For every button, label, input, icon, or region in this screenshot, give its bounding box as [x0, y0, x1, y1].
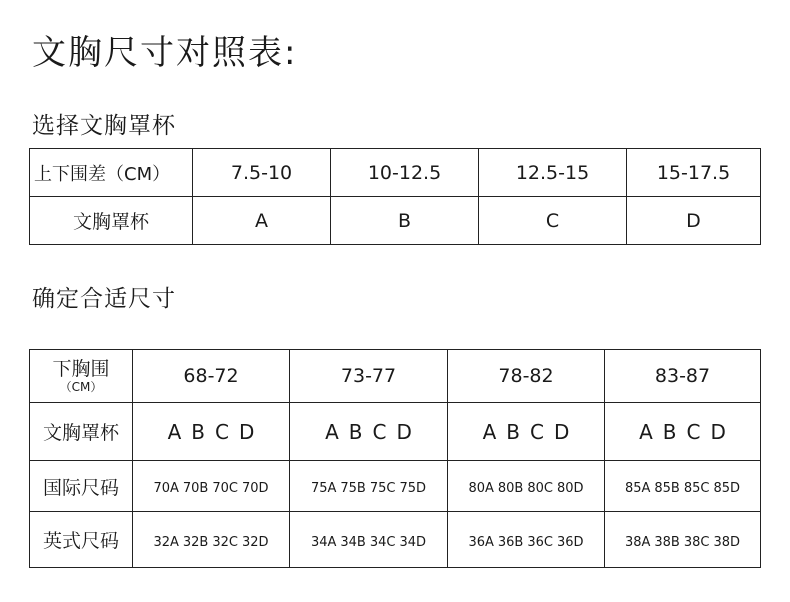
size-value: 75D [399, 481, 427, 496]
page-title: 文胸尺寸对照表: [32, 33, 298, 73]
size-value: 75A [310, 481, 337, 496]
size-value: 70D [241, 481, 269, 496]
cup-letter: B [348, 419, 363, 444]
cup-letter: D [396, 419, 412, 444]
underbust-label: 下胸围 [52, 358, 110, 380]
size-value: 34C [369, 534, 396, 550]
cup-letter: A [639, 419, 653, 444]
table-cell: A [193, 197, 331, 245]
size-value: 80B [497, 481, 524, 496]
size-value: 85C [683, 481, 710, 496]
cup-row-label: 文胸罩杯 [30, 403, 133, 461]
size-value: 36D [556, 534, 584, 550]
cup-letter: A [325, 419, 339, 444]
bust-difference-label: 上下围差（CM） [30, 149, 193, 197]
size-value: 36B [497, 534, 524, 550]
cup-letter: C [530, 419, 544, 444]
size-group [448, 461, 605, 512]
size-group [448, 512, 605, 568]
intl-size-label: 国际尺码 [30, 461, 133, 512]
size-value: 70A [153, 481, 179, 496]
size-value: 38B [654, 534, 680, 550]
cup-group [448, 403, 605, 461]
cup-letter: C [372, 419, 387, 444]
size-value: 70C [212, 481, 238, 496]
size-value: 75B [340, 481, 366, 496]
size-value: 36C [527, 534, 553, 550]
table-cell: 10-12.5 [331, 149, 479, 197]
size-value: 32D [241, 534, 269, 550]
size-value: 85D [713, 481, 741, 496]
table-row [30, 512, 761, 568]
size-value: 34D [399, 534, 427, 550]
size-value: 85B [654, 481, 680, 496]
cup-letter: A [167, 419, 182, 444]
size-value: 80D [556, 481, 584, 496]
size-group [133, 461, 290, 512]
size-group [290, 512, 448, 568]
underbust-unit: （CM） [59, 380, 103, 394]
cup-letter: C [686, 419, 701, 444]
uk-size-label: 英式尺码 [30, 512, 133, 568]
table-cell: 12.5-15 [479, 149, 627, 197]
size-value: 85A [624, 481, 651, 496]
size-value: 34B [340, 534, 366, 550]
underbust-range: 78-82 [448, 350, 605, 403]
cup-letter: D [238, 419, 255, 444]
table-cell: B [331, 197, 479, 245]
cup-section-heading: 选择文胸罩杯 [32, 113, 176, 139]
size-value: 32A [153, 534, 179, 550]
table-cell: 15-17.5 [627, 149, 761, 197]
size-section-heading: 确定合适尺寸 [32, 286, 176, 312]
size-value: 80C [527, 481, 553, 496]
table-cell: D [627, 197, 761, 245]
size-value: 38D [713, 534, 741, 550]
cup-label: 文胸罩杯 [30, 197, 193, 245]
size-value: 32C [212, 534, 238, 550]
size-value: 34A [310, 534, 337, 550]
cup-letter: B [506, 419, 521, 444]
cup-letter: C [215, 419, 229, 444]
underbust-range: 83-87 [605, 350, 761, 403]
size-value: 38A [624, 534, 651, 550]
size-group [290, 461, 448, 512]
table-row [30, 461, 761, 512]
size-group [605, 512, 761, 568]
cup-group [133, 403, 290, 461]
size-group [605, 461, 761, 512]
size-value: 36A [468, 534, 494, 550]
table-cell: 7.5-10 [193, 149, 331, 197]
underbust-range: 68-72 [133, 350, 290, 403]
underbust-range: 73-77 [290, 350, 448, 403]
cup-letter: B [191, 419, 206, 444]
cup-letter: A [482, 419, 497, 444]
table-row [30, 403, 761, 461]
cup-letter: D [710, 419, 726, 444]
table-row [30, 149, 761, 197]
size-group [133, 512, 290, 568]
cup-group [605, 403, 761, 461]
size-value: 80A [468, 481, 494, 496]
cup-group [290, 403, 448, 461]
size-value: 38C [683, 534, 710, 550]
size-value: 75C [369, 481, 396, 496]
size-value: 32B [182, 534, 209, 550]
table-row [30, 197, 761, 245]
table-row [30, 350, 761, 403]
underbust-header [30, 350, 133, 403]
cup-letter: D [553, 419, 570, 444]
cup-letter: B [662, 419, 677, 444]
cup-selection-table [29, 148, 761, 245]
size-value: 70B [182, 481, 209, 496]
table-cell: C [479, 197, 627, 245]
size-chart-table [29, 349, 761, 568]
